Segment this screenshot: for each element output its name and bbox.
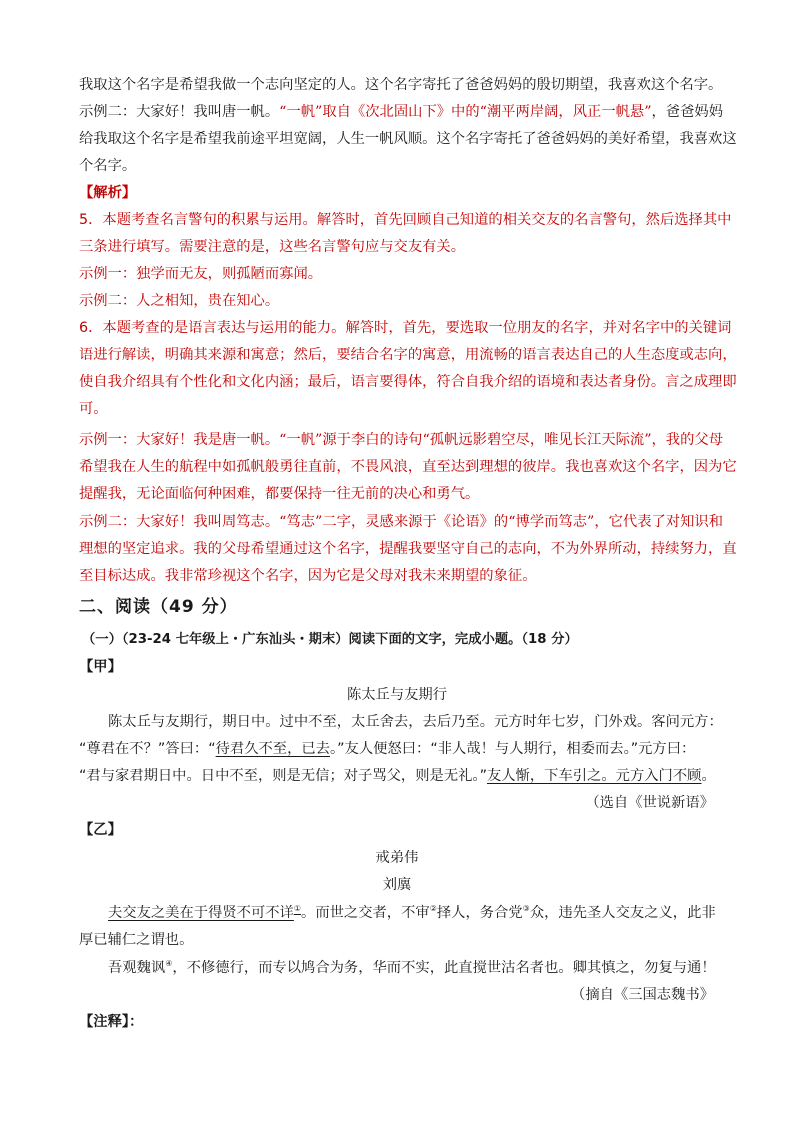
underlined-sentence: 待君久不至，已去	[215, 741, 330, 757]
passage-label-yi: 【乙】	[79, 822, 122, 838]
analysis-example: 示例二：大家好！我叫周笃志。“笃志”二字，灵感来源于《论语》的“博学而笃志”，它代表了对知识和	[79, 514, 723, 530]
passage-line: “尊君在不？”答曰：“待君久不至，已去。”友人便怒曰：“非人哉！与人期行，相委而去。”元方曰：	[79, 741, 696, 757]
underlined-sentence: 夫交友之美在于得贤不可不详	[108, 905, 294, 921]
analysis-line: 提醒我，无论面临何种困难，都要保持一往无前的决心和勇气。	[79, 486, 480, 502]
footnote-marker: ④	[165, 959, 173, 969]
answer-line: 我取这个名字是希望我做一个志向坚定的人。这个名字寄托了爸爸妈妈的殷切期望，我喜欢这个名字。	[79, 77, 723, 93]
answer-line: 个名字。	[79, 158, 137, 174]
passage-line: 吾观魏讽④，不修德行，而专以鸠合为务，华而不实，此直搅世沽名者也。卿其慎之，勿复与通！	[108, 959, 716, 976]
answer-line: 给我取这个名字是希望我前途平坦宽阔，人生一帆风顺。这个名字寄托了爸爸妈妈的美好希望，我喜欢这	[79, 131, 737, 147]
footnote-marker: ③	[522, 904, 530, 914]
passage-line: 厚已辅仁之谓也。	[79, 932, 194, 948]
passage-line: “君与家君期日中。日中不至，则是无信；对子骂父，则是无礼。”友人惭，下车引之。元方入门不顾。	[79, 768, 716, 784]
passage-author: 刘廙	[382, 877, 412, 893]
analysis-line: 可。	[79, 401, 108, 417]
passage-source: （选自《世说新语》	[585, 795, 714, 811]
section-heading: 二、阅读（49 分）	[79, 597, 238, 617]
passage-label-jia: 【甲】	[79, 659, 122, 675]
analysis-example: 示例二：人之相知，贵在知心。	[79, 293, 280, 309]
footnote-marker: ①	[293, 904, 302, 914]
analysis-line: 6．本题考查的是语言表达与运用的能力。解答时，首先，要选取一位朋友的名字，并对名字中的关键词	[79, 320, 732, 336]
analysis-line: 语进行解读，明确其来源和寓意；然后，要结合名字的寓意，用流畅的语言表达自己的人生态度或志向，	[79, 347, 737, 363]
analysis-line: 至目标达成。我非常珍视这个名字，因为它是父母对我未来期望的象征。	[79, 568, 537, 584]
notes-heading: 【注释】：	[79, 1014, 144, 1030]
example-two-line: 示例二：大家好！我叫唐一帆。“一帆”取自《次北固山下》中的“潮平两岸阔，风正一帆悬”，爸爸妈妈	[79, 104, 723, 120]
passage-source: （摘自《三国志魏书》	[571, 987, 714, 1003]
passage-title: 戒弟伟	[375, 850, 419, 866]
analysis-example: 示例一：大家好！我是唐一帆。“一帆”源于李白的诗句“孤帆远影碧空尽，唯见长江天际流”，我的父母	[79, 432, 723, 448]
analysis-example: 示例一：独学而无友，则孤陋而寡闻。	[79, 266, 323, 282]
passage-title: 陈太丘与友期行	[346, 687, 448, 703]
passage-line: 陈太丘与友期行，期日中。过中不至，太丘舍去，去后乃至。元方时年七岁，门外戏。客问元方：	[108, 714, 723, 730]
footnote-marker: ②	[429, 904, 437, 914]
underlined-sentence: 友人惭，下车引之。元方入门不顾	[486, 768, 702, 784]
subsection-heading: （一）（23-24 七年级上・广东汕头・期末）阅读下面的文字，完成小题。（18 分）	[82, 632, 578, 647]
analysis-line: 使自我介绍具有个性化和文化内涵；最后，语言要得体，符合自我介绍的语境和表达者身份。言之成理即	[79, 374, 737, 390]
analysis-line: 5．本题考查名言警句的积累与运用。解答时，首先回顾自己知道的相关交友的名言警句，然后选择其中	[79, 212, 732, 228]
quoted-source: “一帆”取自《次北固山下》中的“潮平两岸阔，风正一帆悬”	[279, 104, 652, 120]
analysis-heading: 【解析】	[79, 185, 137, 201]
analysis-line: 理想的坚定追求。我的父母希望通过这个名字，提醒我要坚守自己的志向，不为外界所动，持续努力，直	[79, 541, 737, 557]
analysis-line: 希望我在人生的航程中如孤帆般勇往直前，不畏风浪，直至达到理想的彼岸。我也喜欢这个名字，因为它	[79, 459, 737, 475]
passage-line: 夫交友之美在于得贤不可不详①。而世之交者，不审②择人，务合党③众，违先圣人交友之义，此非	[108, 904, 716, 921]
analysis-line: 三条进行填写。需要注意的是，这些名言警句应与交友有关。	[79, 239, 466, 255]
